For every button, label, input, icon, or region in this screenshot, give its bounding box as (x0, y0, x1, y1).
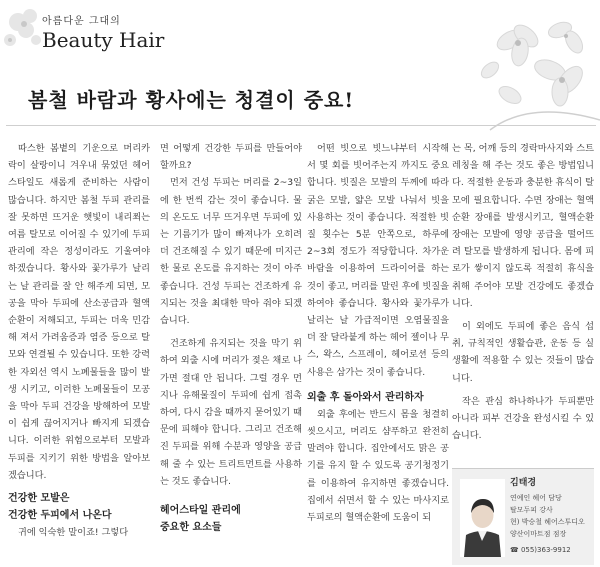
floral-decoration-right (450, 0, 600, 150)
section-heading: 헤어스타일 관리에 중요한 요소들 (160, 505, 241, 534)
paragraph: 면 어떻게 건강한 두피를 만들어야 할까요? (160, 143, 302, 172)
column-3 (307, 140, 449, 526)
author-photo (460, 479, 505, 557)
author-profile (452, 468, 594, 565)
column-1 (8, 140, 150, 541)
paragraph: 귀에 익숙한 말이죠! 그렇다 (18, 527, 129, 539)
author-info-line: 현) 박승철 헤어스투디오 (510, 518, 585, 526)
author-phone: ☎ 055)363-9912 (510, 546, 571, 554)
paragraph: 건조하게 유지되는 것을 막기 위하여 외출 시에 머리가 젖은 채로 나가면 절대 안 됩니다. 그럴 경우 먼지나 유해물질이 두피에 쉽게 접촉하여, 다시 감을 때까지 묻어있기 때문에 피해야 합니다. 그리고 건조해진 두피를 위해 수분과 영양을 공급해 줄 수 있는 트리트먼트를 사용하는 것도 좋습니다. (160, 338, 302, 487)
headline: 봄철 바람과 황사에는 청결이 중요! (28, 88, 355, 112)
author-name: 김태경 (510, 478, 537, 488)
column-4 (452, 140, 594, 444)
paragraph: 외출 후에는 반드시 몸을 청결히 씻으시고, 머리도 샴푸하고 완전히 말려야 합니다. 집안에서도 맑은 공기를 유지 할 수 있도록 공기청정기를 이용하여 유지하면 좋겠습니다. 집에서 쉬면서 할 수 있는 마사지로 두피로의 혈액순환에 도움이 되 (307, 408, 449, 524)
paragraph: 이 외에도 두피에 좋은 음식 섭취, 규칙적인 생활습관, 운동 등 실생활에 적용할 수 있는 것들이 많습니다. (452, 321, 594, 384)
section-heading: 건강한 모발은 건강한 두피에서 나온다 (8, 493, 112, 522)
header (0, 0, 600, 80)
paragraph: 어떤 빗으로 빗느냐부터 시작해서 몇 회를 빗어주는지 까지도 중요합니다. 빗질은 모발의 두께에 따라 굵은 모발, 얇은 모발 나눠서 빗을 사용하는 것이 좋습니다. 적절한 빗질 횟수는 5분 안쪽으로, 하루에 2~3회 정도가 적당합니다. 차가운 바람을 이용하여 드라이어를 하는 것이 좋고, 머리를 말린 후에 빗질을 하여야 좋습니다. 황사와 꽃가루가 날리는 날 가급적이면 오염물질을 더 잘 달라붙게 하는 헤어 젤이나 무스, 왁스, 스프레이, 헤어로션 등의 사용은 삼가는 것이 좋습니다. (307, 143, 449, 378)
divider (6, 125, 596, 126)
column-subtitle: 아름다운 그대의 (42, 16, 121, 27)
author-info-line: 탈모두피 강사 (510, 506, 553, 514)
section-heading: 외출 후 돌아와서 관리하자 (307, 391, 424, 403)
paragraph: 따스한 봄볕의 기운으로 머리카락이 살랑이니 겨우내 묶었던 헤어스타일도 새롭게 준비하는 사람이 많습니다. 하지만 봄철 두피 관리를 잘 못하면 뜨거운 햇빛이 내리쬐는 여름 탈모로 이어질 수 있기에 두피 관리에 작은 정성이라도 기울여야 하겠습니다. 황사와 꽃가루가 날리는 날 관리를 잘 안 해주게 되면, 모공을 막아 두피에 산소공급과 혈액 순환이 저해되고, 두피는 더욱 민감해 져서 가려움증과 염증 등으로 탈모와 연결될 수 있습니다. 또한 강력한 자외선 역시 노폐물들을 많이 발생 시키고, 이러한 노폐물들이 모공을 막아 두피 건강을 방해하여 모발이 쉽게 끊어지거나 빠지게 되겠습니다. 이러한 위험으로부터 모발과 두피를 지키기 위한 방법을 알아보겠습니다. (8, 143, 150, 481)
author-info-line: 연예인 헤어 담당 (510, 494, 562, 502)
paragraph: 먼저 건성 두피는 머리를 2~3일에 한 번씩 감는 것이 좋습니다. 물의 온도도 너무 뜨거우면 두피에 있는 기름기가 많이 빠져나가 오히려 더 건조해질 수 있기 때문에 미지근한 물로 온도를 유지하는 것이 아주 좋습니다. 건성 두피는 건조하게 유지되는 것을 최대한 막아 줘야 되겠습니다. (160, 177, 302, 327)
column-2 (160, 140, 302, 536)
column-title: Beauty Hair (42, 28, 165, 52)
paragraph: 는 목, 어깨 등의 경락마사지와 스트레칭을 해 주는 것도 좋은 방법입니다. 적절한 운동과 충분한 휴식이 탈모에 필요합니다. 수면 장애는 혈액순환 장애를 발생시키고, 혈액순환 장애는 모발에 영양 공급을 떨어뜨려 탈모를 발생하게 됩니다. 몸에 피로가 쌓이지 않도록 적절히 휴식을 취해 주어야 모발 건강에도 좋겠습니다. (452, 143, 594, 309)
paragraph: 작은 관심 하나하나가 두피뿐만 아니라 피부 건강을 완성시킬 수 있습니다. (452, 395, 594, 442)
author-info-line: 양산이마트점 점장 (510, 530, 567, 538)
